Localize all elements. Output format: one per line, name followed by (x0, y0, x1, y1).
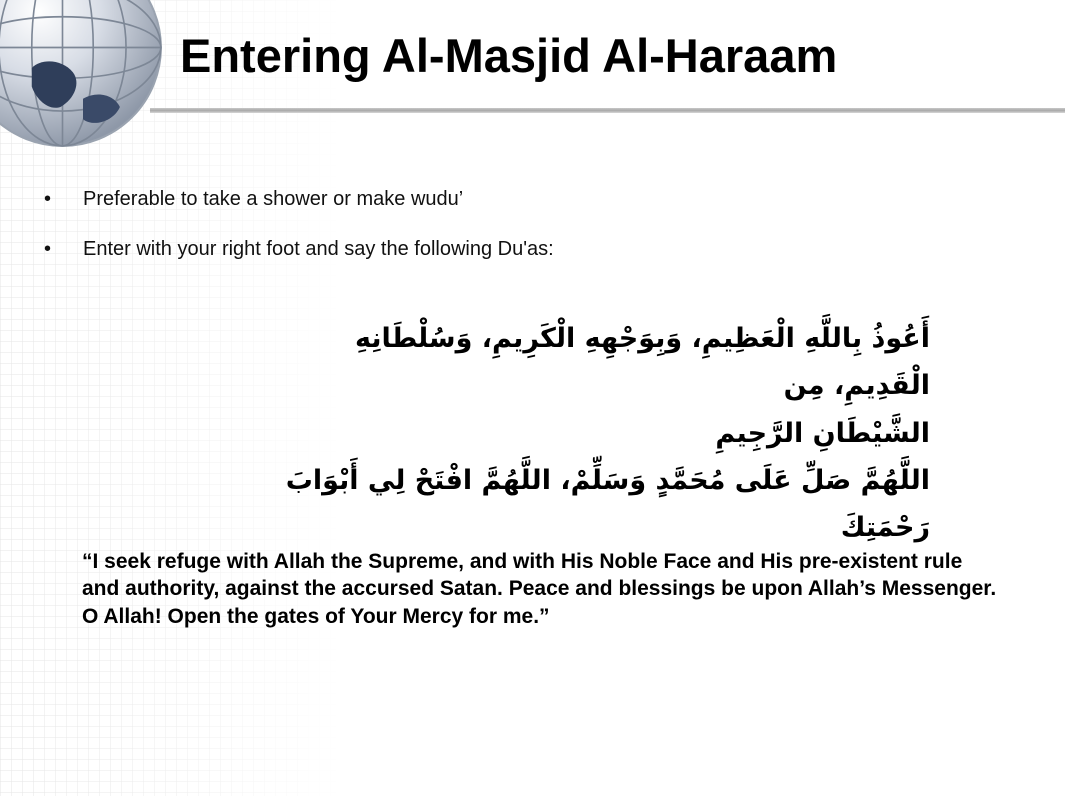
translation-quote: “I seek refuge with Allah the Supreme, and with His Noble Face and His pre-existent rule and authority, against the accursed Satan. Peace and blessings be upon Allah’s Messenger. O Allah! Open the gates of Your Mercy for me.” (82, 550, 997, 628)
arabic-line: الشَّيْطَانِ الرَّجِيمِ (715, 417, 930, 449)
arabic-line: أَعُوذُ بِاللَّهِ الْعَظِيمِ، وَبِوَجْهِهِ الْكَرِيمِ، وَسُلْطَانِهِ الْقَدِيمِ، مِن (355, 323, 930, 402)
title-divider (150, 108, 1065, 113)
slide-title: Entering Al-Masjid Al-Haraam (180, 29, 838, 82)
bullet-item (44, 186, 554, 212)
bullet-item (44, 236, 554, 262)
globe-icon (0, 0, 165, 150)
bullet-glyph: • (44, 238, 52, 260)
arabic-line: اللَّهُمَّ صَلِّ عَلَى مُحَمَّدٍ وَسَلِّمْ، اللَّهُمَّ افْتَحْ لِي أَبْوَابَ (285, 464, 930, 496)
arabic-dua-text (250, 315, 930, 551)
bullet-glyph: • (44, 188, 52, 210)
bullet-text: Preferable to take a shower or make wudu’ (83, 188, 464, 210)
arabic-line: رَحْمَتِكَ (840, 512, 930, 543)
bullet-text: Enter with your right foot and say the following Du'as: (83, 238, 554, 260)
bullet-list (44, 186, 554, 286)
